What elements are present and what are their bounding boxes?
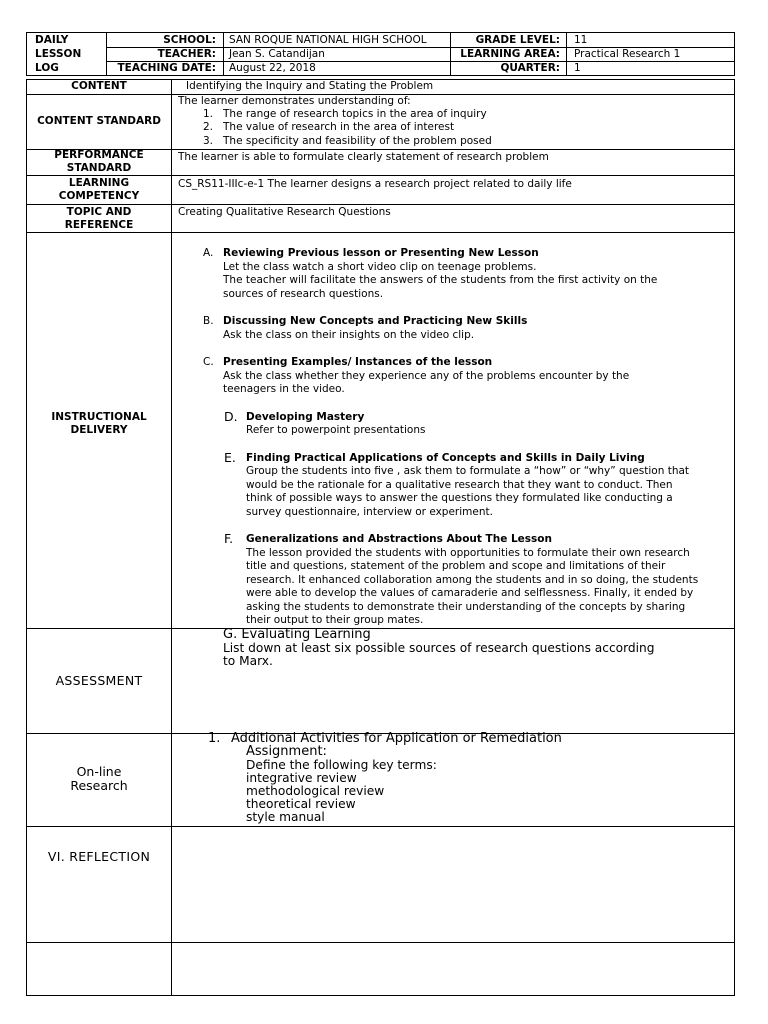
section-letter: A. <box>203 247 214 259</box>
performance-standard-label-1: PERFORMANCE <box>54 149 144 161</box>
section-letter: D. <box>224 409 238 424</box>
learning-area-label: LEARNING AREA: <box>460 48 560 60</box>
section-line: Refer to powerpoint presentations <box>246 424 426 436</box>
assessment-title: G. Evaluating Learning <box>223 627 371 642</box>
section-title: Discussing New Concepts and Practicing New Skills <box>223 315 528 327</box>
dll-line-2: LESSON <box>35 48 82 60</box>
school-value: SAN ROQUE NATIONAL HIGH SCHOOL <box>229 34 427 46</box>
assessment-line: to Marx. <box>223 654 273 668</box>
content-value: Identifying the Inquiry and Stating the Problem <box>186 80 434 92</box>
list-item-number: 1. <box>203 108 214 120</box>
grade-level-value: 11 <box>574 34 588 46</box>
section-letter: F. <box>224 531 234 546</box>
key-term: style manual <box>246 810 325 824</box>
learning-area-value: Practical Research 1 <box>574 48 681 60</box>
section-line: The lesson provided the students with opportunities to formulate their own research <box>246 547 690 559</box>
section-title: Finding Practical Applications of Concepts and Skills in Daily Living <box>246 452 645 464</box>
content-standard-intro: The learner demonstrates understanding of: <box>178 95 411 107</box>
quarter-value: 1 <box>574 62 581 74</box>
section-line: Ask the class whether they experience any of the problems encounter by the <box>223 370 630 382</box>
section-line: title and questions, statement of the problem and scope and limitations of their <box>246 560 666 572</box>
section-line: The teacher will facilitate the answers of the students from the first activity on the <box>223 274 658 286</box>
section-title: Developing Mastery <box>246 411 365 423</box>
teacher-label: TEACHER: <box>157 48 216 60</box>
list-item-number: 3. <box>203 135 214 147</box>
topic-label-1: TOPIC AND <box>66 206 132 218</box>
topic-label-2: REFERENCE <box>64 219 134 231</box>
online-research-label-2: Research <box>70 778 128 793</box>
section-line: survey questionnaire, interview or experiment. <box>246 506 493 518</box>
section-line: their output to their group mates. <box>246 614 424 626</box>
teacher-value: Jean S. Catandijan <box>229 48 325 60</box>
section-title: Generalizations and Abstractions About The Lesson <box>246 533 552 545</box>
section-line: think of possible ways to answer the questions they formulated like conducting a <box>246 492 673 504</box>
section-line: Let the class watch a short video clip on teenage problems. <box>223 261 537 273</box>
content-standard-label: CONTENT STANDARD <box>37 115 161 127</box>
list-item: The range of research topics in the area of inquiry <box>223 108 487 120</box>
topic-value: Creating Qualitative Research Questions <box>178 206 391 218</box>
key-term: integrative review <box>246 771 357 785</box>
assignment-line: Define the following key terms: <box>246 758 437 772</box>
section-line: sources of research questions. <box>223 288 384 300</box>
assessment-label: ASSESSMENT <box>55 673 143 688</box>
list-item: The specificity and feasibility of the problem posed <box>223 135 492 147</box>
content-label: CONTENT <box>71 80 127 92</box>
section-line: asking the students to demonstrate their understanding of the concepts by sharing <box>246 601 686 613</box>
key-term: theoretical review <box>246 797 356 811</box>
list-item: The value of research in the area of interest <box>223 121 455 133</box>
section-line: Group the students into five , ask them to formulate a “how” or “why” question that <box>246 465 690 477</box>
dll-line-1: DAILY <box>35 34 69 46</box>
online-research-label-1: On-line <box>76 764 122 779</box>
section-letter: C. <box>203 356 214 368</box>
section-line: research. It enhanced collaboration among the students and in so doing, the students <box>246 574 699 586</box>
learning-competency-label-1: LEARNING <box>68 177 130 189</box>
assignment-label: Assignment: <box>246 744 327 759</box>
dll-line-3: LOG <box>35 62 59 74</box>
performance-standard-value: The learner is able to formulate clearly statement of research problem <box>178 151 549 163</box>
teaching-date-value: August 22, 2018 <box>229 62 316 74</box>
section-line: Ask the class on their insights on the video clip. <box>223 329 475 341</box>
quarter-label: QUARTER: <box>500 62 560 74</box>
section-title: Reviewing Previous lesson or Presenting New Lesson <box>223 247 539 259</box>
reflection-label: VI. REFLECTION <box>47 849 151 864</box>
learning-competency-value: CS_RS11-IIIc-e-1 The learner designs a research project related to daily life <box>178 178 572 190</box>
section-letter: E. <box>224 450 236 465</box>
instructional-delivery-label-1: INSTRUCTIONAL <box>51 411 147 423</box>
list-item-number: 2. <box>203 121 214 133</box>
section-line: would be the rationale for a qualitative research that they want to conduct. Then <box>246 479 673 491</box>
teaching-date-label: TEACHING DATE: <box>117 62 216 74</box>
assessment-line: List down at least six possible sources of research questions according <box>223 641 655 655</box>
section-line: teenagers in the video. <box>223 383 345 395</box>
section-line: were able to develop the values of camaraderie and selflessness. Finally, it ended by <box>246 587 694 599</box>
school-label: SCHOOL: <box>163 34 216 46</box>
key-term: methodological review <box>246 784 385 798</box>
instructional-delivery-label-2: DELIVERY <box>70 424 128 436</box>
grade-level-label: GRADE LEVEL: <box>475 34 560 46</box>
learning-competency-label-2: COMPETENCY <box>58 190 140 202</box>
section-title: Presenting Examples/ Instances of the lesson <box>223 356 493 368</box>
performance-standard-label-2: STANDARD <box>66 162 132 174</box>
section-letter: B. <box>203 315 214 327</box>
activity-title: Additional Activities for Application or Remediation <box>231 731 562 746</box>
activity-number: 1. <box>208 731 221 746</box>
